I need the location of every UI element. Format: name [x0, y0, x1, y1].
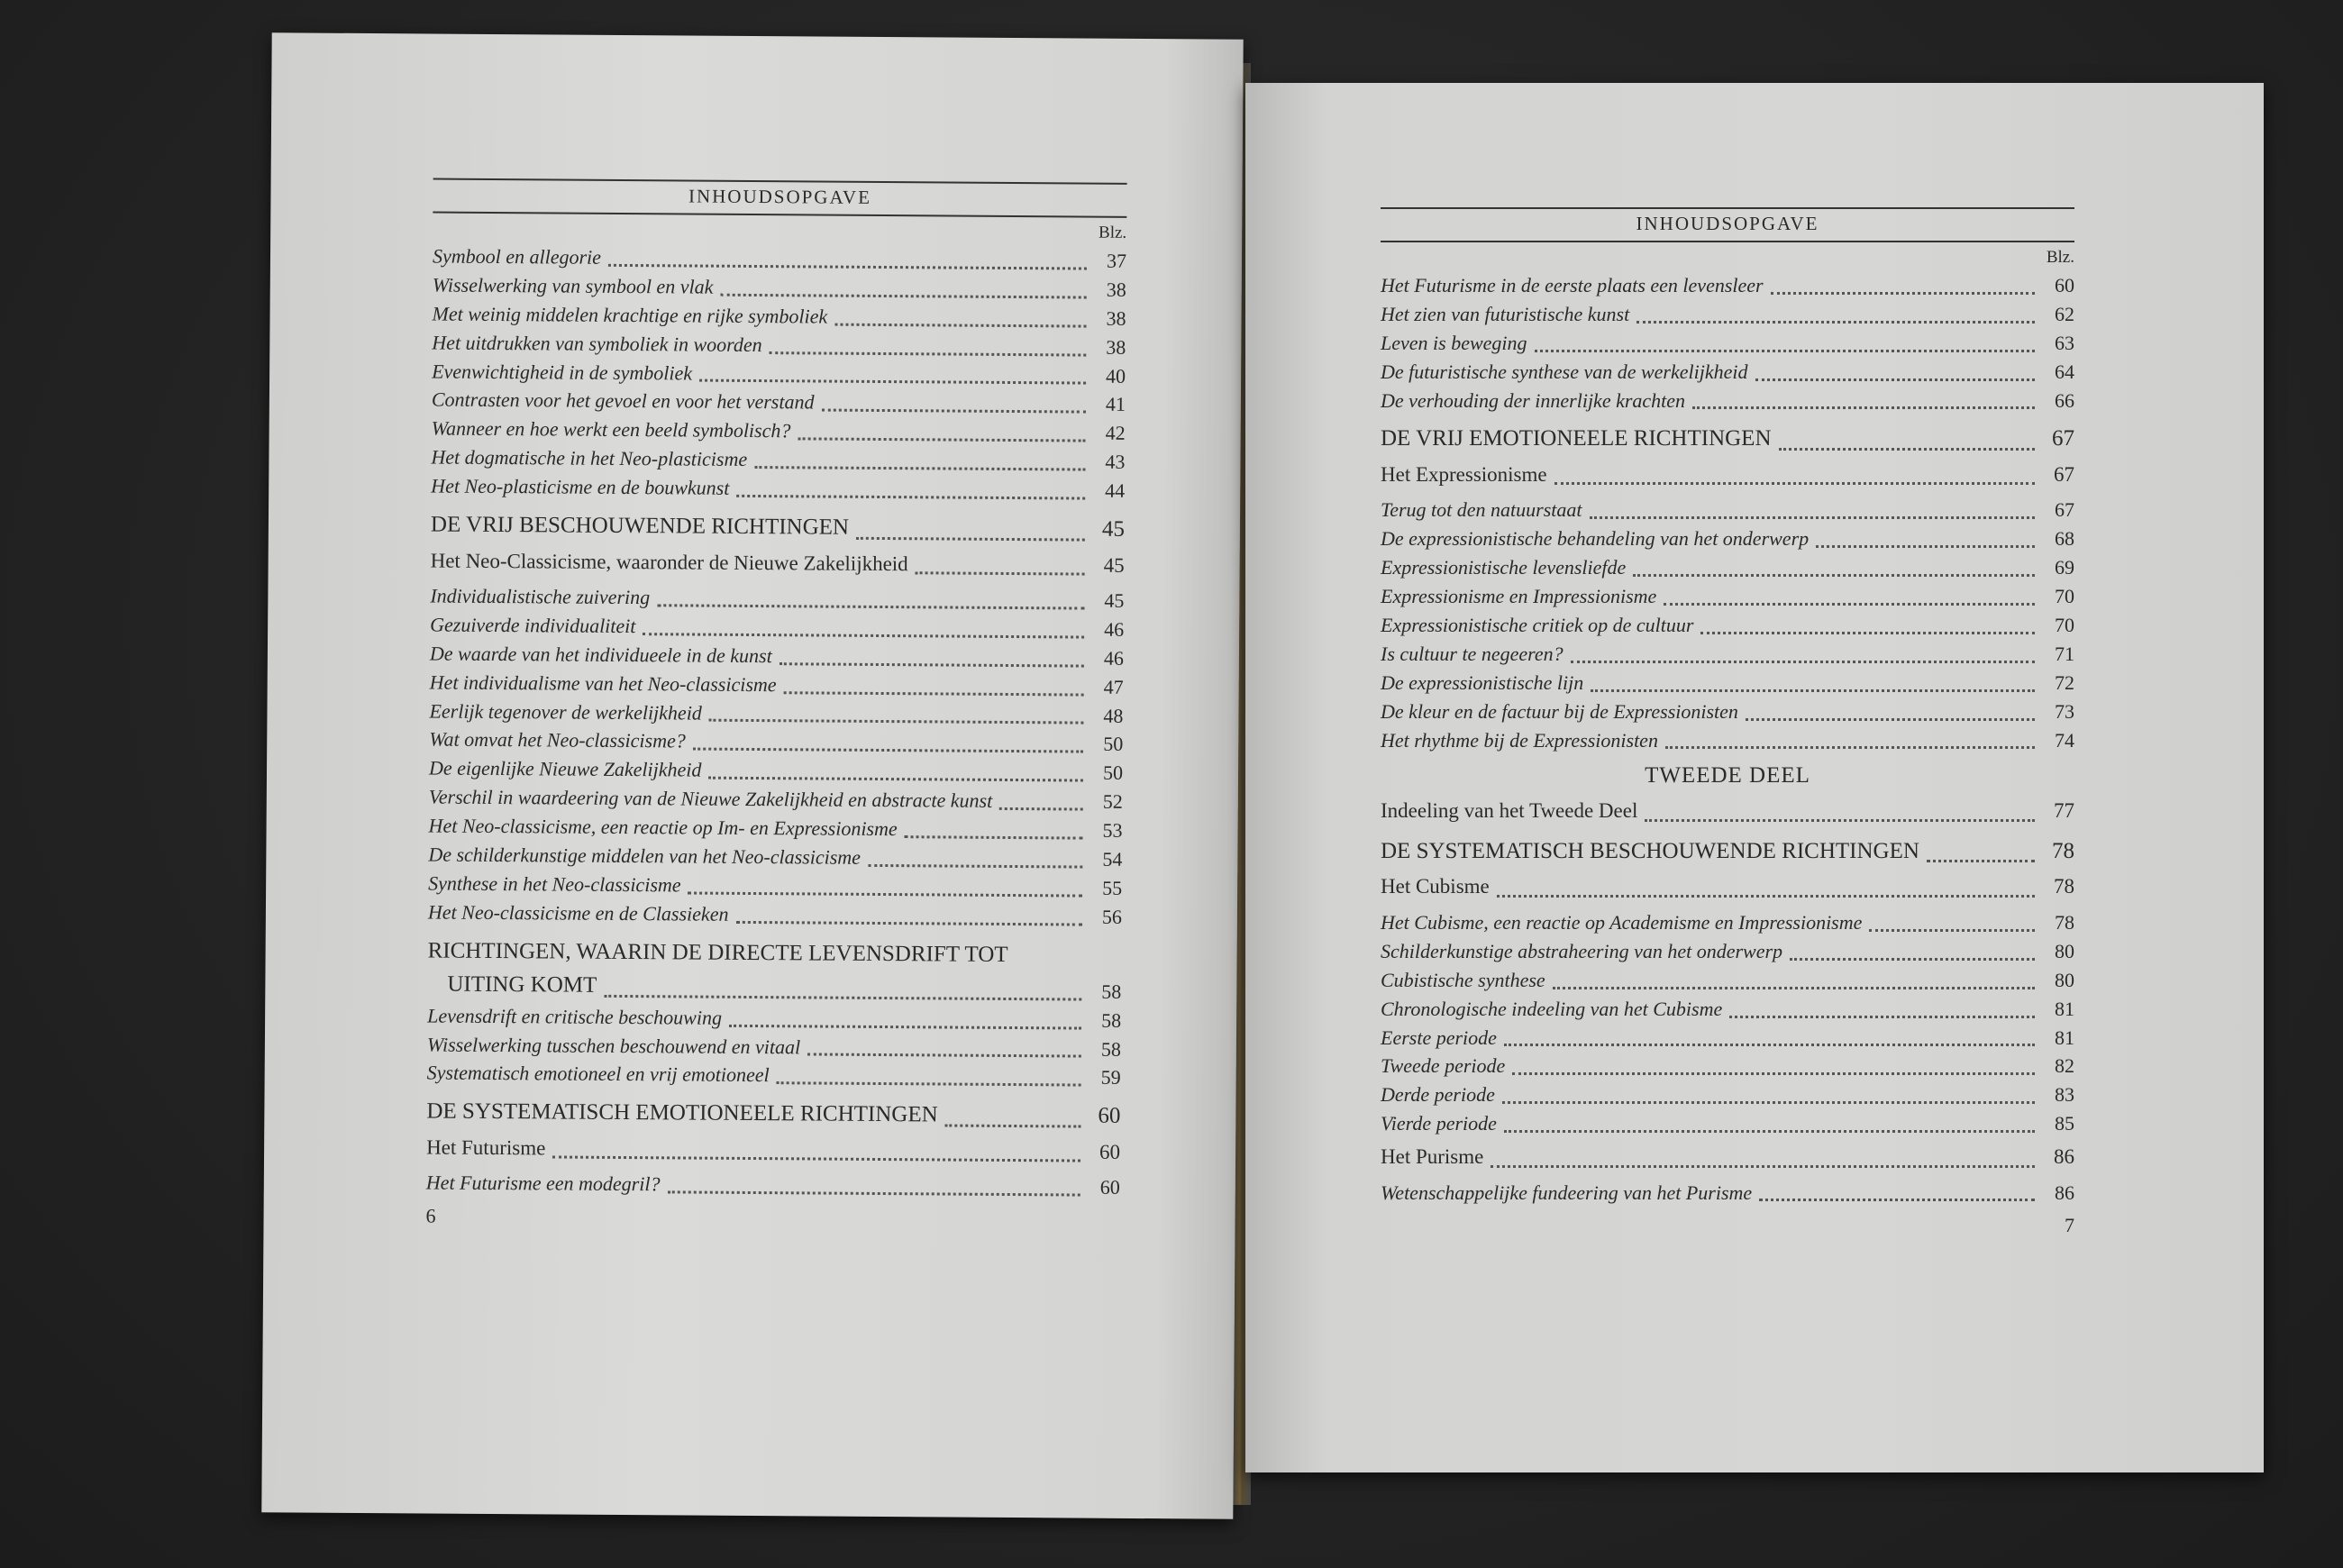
heading-line-1: RICHTINGEN, WAARIN DE DIRECTE LEVENSDRIFT TOT — [427, 938, 1008, 967]
page-number: 45 — [1104, 588, 1125, 612]
toc-entry — [1381, 1179, 2074, 1208]
entry-title: De futuristische synthese van de werkelijkheid — [1381, 360, 1748, 383]
toc-entry — [1381, 611, 2074, 640]
dot-leader — [720, 293, 1086, 299]
entry-title: Levensdrift en critische beschouwing — [427, 1004, 723, 1029]
entry-title: DE SYSTEMATISCH EMOTIONEELE RICHTINGEN — [426, 1099, 938, 1127]
dot-leader — [1779, 447, 2035, 451]
page-number: 81 — [2055, 997, 2074, 1020]
dot-leader — [735, 920, 1081, 926]
toc-entry — [1381, 995, 2074, 1024]
page-number: 70 — [2055, 614, 2074, 637]
entry-title: Het Futurisme een modegril? — [425, 1171, 661, 1196]
page-number: 74 — [2055, 728, 2074, 752]
entry-title: De eigenlijke Nieuwe Zakelijkheid — [428, 756, 702, 781]
entry-title: Individualistische zuivering — [430, 584, 651, 609]
entry-title: Terug tot den natuurstaat — [1381, 498, 1582, 522]
toc-entry — [1381, 1024, 2074, 1053]
page-number: 58 — [1101, 1008, 1122, 1032]
page-number: 64 — [2055, 360, 2074, 383]
toc-entry — [428, 898, 1122, 931]
dot-leader — [1729, 1015, 2035, 1018]
running-head: INHOUDSOPGAVE — [1381, 207, 2074, 242]
page-number: 66 — [2055, 388, 2074, 412]
dot-leader — [667, 1190, 1080, 1197]
page-number: 62 — [2055, 302, 2074, 325]
toc-entry — [1381, 1052, 2074, 1080]
dot-leader — [608, 263, 1087, 270]
blz-label: Blz. — [2046, 248, 2074, 267]
entry-title: Het Cubisme — [1381, 875, 1490, 898]
entry-title: Het Neo-Classicisme, waaronder de Nieuwe Zakelijkheid — [430, 549, 908, 575]
toc-section-heading — [1381, 422, 2074, 456]
toc-section-heading — [431, 508, 1125, 547]
toc-entry — [427, 1059, 1121, 1092]
page-number: 46 — [1103, 646, 1125, 670]
dot-leader — [905, 834, 1083, 839]
dot-leader — [1771, 291, 2035, 295]
page-number: 37 — [1106, 249, 1127, 272]
dot-leader — [856, 535, 1085, 541]
toc-section-heading — [427, 934, 1122, 1006]
toc-entry — [1381, 1080, 2074, 1109]
page-number: 77 — [2054, 799, 2074, 823]
entry-title: Leven is beweging — [1381, 331, 1527, 354]
entry-title: Het Neo-plasticisme en de bouwkunst — [431, 474, 730, 499]
dot-leader — [834, 322, 1086, 327]
toc-section-heading — [1381, 834, 2074, 869]
entry-title: Het Neo-classicisme, een reactie op Im- en Expressionisme — [428, 814, 898, 841]
dot-leader — [784, 690, 1084, 696]
toc-entry — [1381, 966, 2074, 995]
page-number: 54 — [1102, 847, 1123, 871]
part-title: TWEEDE DEEL — [1645, 763, 1810, 789]
page-number: 86 — [2054, 1145, 2074, 1169]
page-number: 60 — [1098, 1104, 1121, 1129]
entry-title: De waarde van het individueele in de kunst — [429, 642, 772, 667]
page-number: 69 — [2055, 556, 2074, 579]
toc-entry — [432, 357, 1126, 390]
entry-title: Contrasten voor het gevoel en voor het verstand — [431, 387, 815, 414]
page-number: 44 — [1105, 479, 1126, 503]
entry-title: Symbool en allegorie — [432, 244, 602, 269]
dot-leader — [1554, 481, 2035, 485]
toc-entry — [431, 472, 1125, 506]
toc-entry — [428, 812, 1122, 845]
page-number: 67 — [2054, 462, 2074, 486]
dot-leader — [1491, 1164, 2035, 1168]
page-number: 85 — [2055, 1112, 2074, 1135]
page-number: 45 — [1103, 553, 1125, 577]
page-number: 80 — [2055, 968, 2074, 991]
toc-group-entry — [1381, 460, 2074, 491]
entry-title: Expressionistische levensliefde — [1381, 556, 1627, 579]
dot-leader — [1816, 544, 2035, 548]
dot-leader — [1700, 631, 2035, 634]
dot-leader — [657, 603, 1084, 609]
entry-title: Het Cubisme, een reactie op Academisme en Impressionisme — [1381, 910, 1863, 934]
entry-title: Het individualisme van het Neo-classicisme — [429, 670, 777, 696]
entry-title: Indeeling van het Tweede Deel — [1381, 799, 1638, 823]
toc-entry — [430, 610, 1124, 643]
page-number: 58 — [1101, 980, 1122, 1003]
toc-entry — [430, 582, 1124, 615]
right-toc — [1381, 207, 2074, 1237]
entry-title: Expressionisme en Impressionisme — [1381, 585, 1657, 608]
entry-title: Het Expressionisme — [1381, 462, 1547, 486]
page-number: 60 — [2055, 274, 2074, 296]
page-number: 68 — [2055, 527, 2074, 551]
toc-entry — [432, 299, 1126, 333]
entry-title: Tweede periode — [1381, 1054, 1506, 1078]
page-number: 52 — [1102, 789, 1123, 814]
dot-leader — [1504, 1129, 2035, 1133]
dot-leader — [552, 1155, 1080, 1162]
dot-leader — [999, 807, 1083, 811]
toc-entry — [429, 697, 1123, 730]
entry-title: De expressionistische behandeling van het onderwerp — [1381, 527, 1810, 551]
entry-title: Vierde periode — [1381, 1112, 1497, 1135]
toc-entry — [1381, 300, 2074, 329]
dot-leader — [1759, 1198, 2035, 1201]
left-page — [261, 32, 1243, 1518]
entry-title: Het zien van futuristische kunst — [1381, 302, 1630, 325]
toc-entry — [1381, 1109, 2074, 1138]
dot-leader — [1645, 818, 2035, 822]
toc-group-entry — [431, 545, 1125, 581]
entry-title: Wisselwerking van symbool en vlak — [432, 273, 714, 298]
toc-entry — [1381, 697, 2074, 726]
toc-list — [1381, 796, 2074, 1207]
entry-title: Expressionistische critiek op de cultuur — [1381, 614, 1694, 637]
dot-leader — [1535, 349, 2035, 352]
dot-leader — [1633, 573, 2035, 577]
page-number: 46 — [1104, 617, 1125, 641]
dot-leader — [1512, 1071, 2035, 1075]
page-number: 50 — [1102, 761, 1124, 785]
page-number: 56 — [1101, 905, 1123, 928]
page-number: 72 — [2055, 670, 2074, 694]
page-number: 38 — [1106, 306, 1126, 330]
page-number: 70 — [2055, 585, 2074, 608]
entry-title: Verschil in waardeering van de Nieuwe Zakelijkheid en abstracte kunst — [428, 785, 993, 813]
heading-line-2: UITING KOMT — [447, 971, 597, 998]
folio: 7 — [2065, 1214, 2074, 1237]
dot-leader — [1571, 660, 2035, 663]
entry-title: Wat omvat het Neo-classicisme? — [429, 727, 686, 752]
entry-title: Wisselwerking tusschen beschouwend en vitaal — [426, 1033, 801, 1058]
page-number: 71 — [2055, 642, 2074, 665]
dot-leader — [1591, 688, 2035, 692]
toc-entry — [1381, 669, 2074, 697]
entry-title: Eerlijk tegenover de werkelijkheid — [429, 699, 702, 725]
dot-leader — [1869, 928, 2035, 932]
dot-leader — [1636, 320, 2035, 324]
toc-entry — [1381, 496, 2074, 524]
dot-leader — [643, 632, 1084, 638]
entry-title: Chronologische indeeling van het Cubisme — [1381, 997, 1723, 1020]
toc-entry — [1381, 582, 2074, 611]
dot-leader — [821, 408, 1085, 414]
page-number: 50 — [1103, 733, 1124, 756]
entry-title: Met weinig middelen krachtige en rijke symboliek — [432, 302, 828, 328]
dot-leader — [1927, 859, 2035, 862]
dot-leader — [779, 661, 1084, 667]
entry-title: Het uitdrukken van symboliek in woorden — [432, 331, 762, 356]
entry-title: Schilderkunstige abstraheering van het onderwerp — [1381, 939, 1783, 962]
page-number: 67 — [2052, 426, 2074, 451]
toc-entry — [1381, 726, 2074, 755]
toc-entry — [432, 415, 1126, 448]
dot-leader — [1755, 378, 2036, 381]
entry-title: Cubistische synthese — [1381, 968, 1545, 991]
page-number: 38 — [1106, 278, 1126, 301]
toc-entry — [432, 328, 1126, 361]
entry-title: Gezuiverde individualiteit — [430, 613, 636, 637]
dot-leader — [1502, 1100, 2035, 1104]
page-number: 48 — [1103, 704, 1124, 727]
entry-title: Het Purisme — [1381, 1145, 1484, 1169]
toc-group-entry — [426, 1132, 1120, 1168]
toc-entry — [433, 242, 1126, 276]
toc-entry — [1381, 271, 2074, 300]
toc-entry — [430, 668, 1124, 701]
dot-leader — [798, 437, 1085, 442]
heading-line-2-row — [427, 968, 1121, 1007]
dot-leader — [1790, 957, 2035, 961]
entry-title: Wanneer en hoe werkt een beeld symbolisch? — [431, 416, 791, 442]
dot-leader — [945, 1123, 1081, 1127]
toc-group-entry — [1381, 871, 2074, 903]
entry-title: De schilderkunstige middelen van het Neo-classicisme — [428, 843, 862, 869]
entry-title: Het Neo-classicisme en de Classieken — [427, 900, 729, 925]
dot-leader — [807, 1053, 1081, 1058]
toc-entry — [432, 386, 1126, 419]
entry-title: De expressionistische lijn — [1381, 670, 1584, 694]
page-number: 60 — [1099, 1140, 1121, 1163]
dot-leader — [916, 570, 1085, 575]
toc-section-heading — [426, 1095, 1120, 1134]
toc-entry — [429, 783, 1123, 816]
entry-title: Derde periode — [1381, 1083, 1495, 1107]
entry-title: DE SYSTEMATISCH BESCHOUWENDE RICHTINGEN — [1381, 838, 1919, 863]
dot-leader — [1664, 602, 2035, 606]
page-number: 60 — [1099, 1176, 1120, 1199]
page-number: 42 — [1105, 422, 1126, 445]
toc-entry — [1381, 329, 2074, 358]
dot-leader — [729, 1023, 1081, 1029]
page-number: 63 — [2055, 331, 2074, 354]
entry-title: Wetenschappelijke fundeering van het Purisme — [1381, 1181, 1753, 1204]
entry-title: Het dogmatische in het Neo-plasticisme — [431, 445, 748, 471]
page-number: 73 — [2055, 699, 2074, 723]
dot-leader — [736, 494, 1085, 500]
dot-leader — [1746, 717, 2035, 721]
dot-leader — [709, 718, 1084, 725]
entry-title: Eerste periode — [1381, 1026, 1497, 1049]
dot-leader — [693, 747, 1083, 753]
entry-title: Evenwichtigheid in de symboliek — [432, 360, 693, 385]
dot-leader — [1692, 406, 2035, 409]
entry-title: Systematisch emotioneel en vrij emotioneel — [426, 1061, 770, 1087]
page-number: 86 — [2055, 1181, 2074, 1204]
entry-title: De verhouding der innerlijke krachten — [1381, 388, 1686, 412]
page-number: 47 — [1103, 675, 1124, 698]
toc-list — [426, 1001, 1122, 1202]
entry-title: De kleur en de factuur bij de Expressionisten — [1381, 699, 1738, 723]
toc-entry — [427, 1030, 1121, 1063]
folio: 6 — [425, 1204, 436, 1227]
dot-leader — [754, 465, 1085, 471]
toc-list — [428, 242, 1126, 932]
dot-leader — [777, 1081, 1081, 1087]
page-number: 45 — [1101, 516, 1126, 542]
dot-leader — [770, 351, 1087, 356]
dot-leader — [688, 890, 1083, 897]
toc-entry — [1381, 387, 2074, 415]
page-number: 78 — [2055, 910, 2074, 934]
page-number: 78 — [2054, 875, 2074, 898]
entry-title: Het Futurisme — [426, 1135, 546, 1160]
toc-entry — [428, 869, 1122, 902]
entry-title: DE VRIJ EMOTIONEELE RICHTINGEN — [1381, 426, 1772, 451]
page-number: 80 — [2055, 939, 2074, 962]
right-page — [1245, 83, 2264, 1472]
entry-title: Het rhythme bij de Expressionisten — [1381, 728, 1658, 752]
entry-title: Is cultuur te negeeren? — [1381, 642, 1564, 665]
dot-leader — [1504, 1043, 2035, 1046]
page-number: 38 — [1106, 335, 1126, 359]
toc-group-entry — [1381, 1142, 2074, 1173]
page-number: 58 — [1100, 1037, 1121, 1061]
page-number: 81 — [2055, 1026, 2074, 1049]
running-head: INHOUDSOPGAVE — [433, 178, 1126, 218]
toc-entry — [430, 639, 1124, 672]
entry-title: Synthese in het Neo-classicisme — [428, 871, 681, 897]
dot-leader — [604, 994, 1081, 1001]
page-number: 59 — [1100, 1066, 1121, 1089]
toc-entry — [427, 1001, 1121, 1035]
dot-leader — [1665, 745, 2035, 749]
page-number: 55 — [1102, 876, 1123, 899]
toc-entry — [1381, 524, 2074, 553]
page-number: 40 — [1106, 364, 1126, 387]
dot-leader — [1497, 894, 2035, 898]
dot-leader — [699, 378, 1086, 385]
dot-leader — [1553, 986, 2035, 989]
toc-entry — [1381, 640, 2074, 669]
entry-title: Het Futurisme in de eerste plaats een levensleer — [1381, 274, 1764, 296]
toc-entry — [429, 725, 1123, 759]
toc-entry — [429, 754, 1123, 788]
dot-leader — [868, 863, 1082, 869]
page-number: 78 — [2052, 838, 2074, 863]
toc-group-entry — [1381, 796, 2074, 827]
page-number: 67 — [2055, 498, 2074, 522]
entry-title: DE VRIJ BESCHOUWENDE RICHTINGEN — [430, 512, 850, 540]
toc-entry — [431, 443, 1125, 477]
page-number: 41 — [1105, 393, 1126, 416]
dot-leader — [1590, 515, 2036, 519]
toc-entry — [1381, 908, 2074, 937]
toc-entry — [1381, 553, 2074, 582]
page-number: 82 — [2055, 1054, 2074, 1078]
toc-entry — [433, 270, 1126, 304]
toc-entry — [1381, 937, 2074, 966]
toc-entry — [428, 841, 1122, 874]
blz-label: Blz. — [1099, 223, 1127, 242]
page-number: 53 — [1102, 818, 1123, 843]
toc-entry — [426, 1169, 1120, 1202]
toc-entry — [1381, 358, 2074, 387]
page-number: 83 — [2055, 1083, 2074, 1107]
page-number: 43 — [1105, 450, 1126, 474]
left-toc — [425, 178, 1126, 1234]
toc-list — [1381, 271, 2074, 754]
dot-leader — [708, 776, 1083, 782]
